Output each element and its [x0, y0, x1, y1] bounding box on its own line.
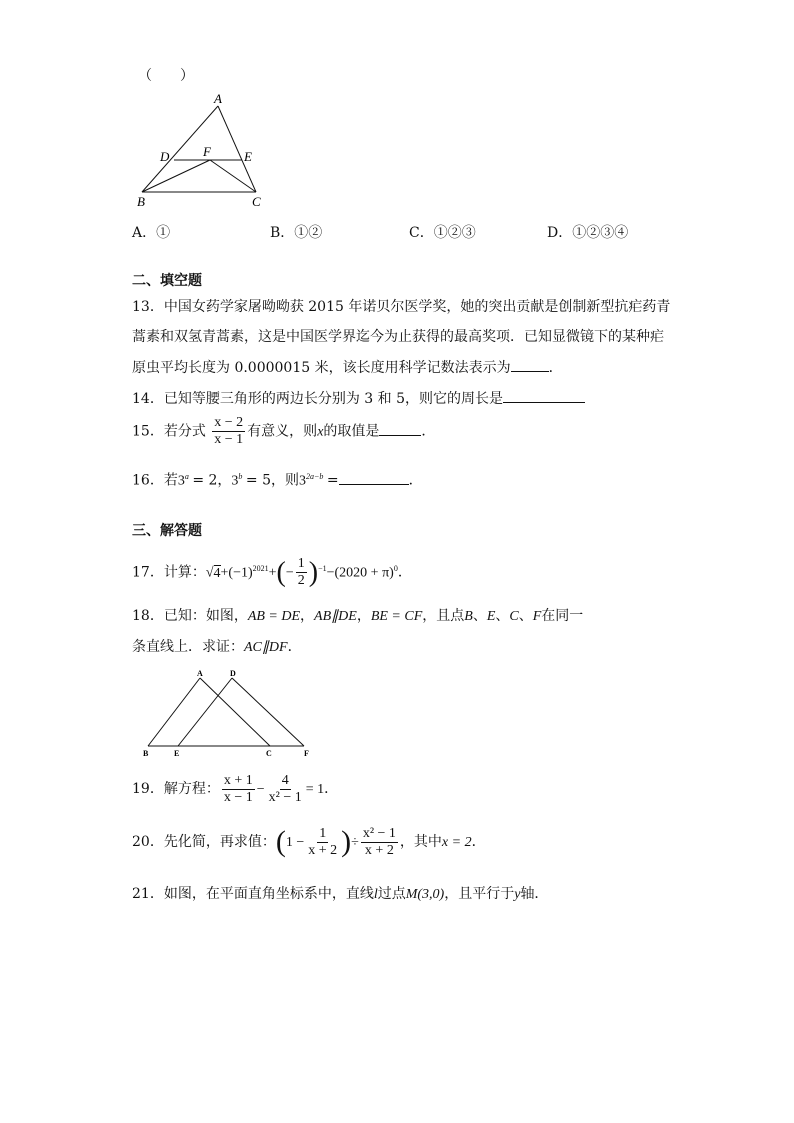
edge-df	[232, 678, 304, 746]
fraction: $\frac{1}{2}$	[297, 556, 305, 589]
label-f: F	[304, 749, 309, 758]
answer-blank	[511, 357, 549, 372]
section-title-fill-blank: 二、填空题	[132, 273, 202, 289]
edge-ac	[200, 678, 270, 746]
label-a: A	[197, 669, 203, 678]
q15: 15．若分式 $\frac{x - 2}{x - 1}$ 有意义，则x的取值是 ．	[132, 415, 436, 447]
label-f: F	[203, 144, 211, 159]
q21: 21．如图，在平面直角坐标系中，直线l过点M(3,0)，且平行于y轴．	[132, 886, 549, 902]
q16: 16．若3$^a$ = 2，3$^b$ = 5，则$3^{2a-b}$ = ．	[132, 467, 423, 492]
label-b: B	[137, 194, 145, 208]
q18-line1: 18．已知：如图，AB = DE，AB∥DE，BE = CF，且点B、E、C、F在同一	[132, 608, 584, 624]
edge-ba	[148, 678, 200, 746]
answer-paren: （ ）	[138, 68, 194, 84]
q13-line1: 13．中国女药学家屠呦呦获 2015 年诺贝尔医学奖，她的突出贡献是创制新型抗疟药青	[132, 299, 671, 315]
section-title-solve: 三、解答题	[132, 523, 202, 539]
option-a: A．①	[132, 225, 171, 241]
triangles-figure-q18	[136, 668, 316, 762]
option-d: D．①②③④	[547, 225, 629, 241]
option-c: C．①②③	[409, 225, 476, 241]
triangle-figure-q12	[128, 92, 278, 208]
q17: 17．计算：$√4+(-1)^{2021}+(-$ $\frac{1}{2}$ )$^{-1}-(2020 + \pi)^0$．	[132, 556, 412, 589]
label-e: E	[174, 749, 180, 758]
fraction: $\frac{1}{x + 2}$	[308, 825, 338, 858]
q18-line2: 条直线上．求证：AC∥DF．	[132, 639, 302, 655]
edge-ed	[178, 678, 232, 746]
q14: 14．已知等腰三角形的两边长分别为 3 和 5，则它的周长是	[132, 388, 585, 409]
label-d: D	[160, 149, 170, 164]
q13-line3: 原虫平均长度为 0.0000015 米，该长度用科学记数法表示为 ．	[132, 357, 563, 378]
q19: 19．解方程： $\frac{x + 1}{x - 1}$ − $\frac{4}{\text{x² − 1}}$ = 1．	[132, 772, 339, 805]
fraction: $\frac{x + 1}{x - 1}$	[223, 772, 253, 805]
label-c: C	[266, 749, 272, 758]
fraction: $\frac{\text{x² − 1}}{x + 2}$	[362, 825, 396, 858]
label-d: D	[230, 669, 236, 678]
fraction: $\frac{4}{\text{x² − 1}}$	[268, 772, 302, 805]
label-a: A	[214, 92, 222, 106]
q20: 20．先化简，再求值：(1 − $\frac{1}{x + 2}$ )÷ $\frac{\text{x² − 1}}{x + 2}$ ，其中x = 2．	[132, 825, 486, 858]
option-b: B．①②	[270, 225, 323, 241]
answer-blank	[379, 421, 421, 436]
label-e: E	[244, 149, 252, 164]
fraction: $\frac{x - 2}{x - 1}$	[214, 415, 244, 447]
answer-blank	[503, 388, 585, 403]
label-b: B	[143, 749, 149, 758]
label-c: C	[252, 194, 261, 208]
segment-bf	[142, 160, 210, 192]
answer-blank	[339, 470, 409, 485]
q13-line2: 蒿素和双氢青蒿素，这是中国医学界迄今为止获得的最高奖项．已知显微镜下的某种疟	[132, 329, 664, 345]
